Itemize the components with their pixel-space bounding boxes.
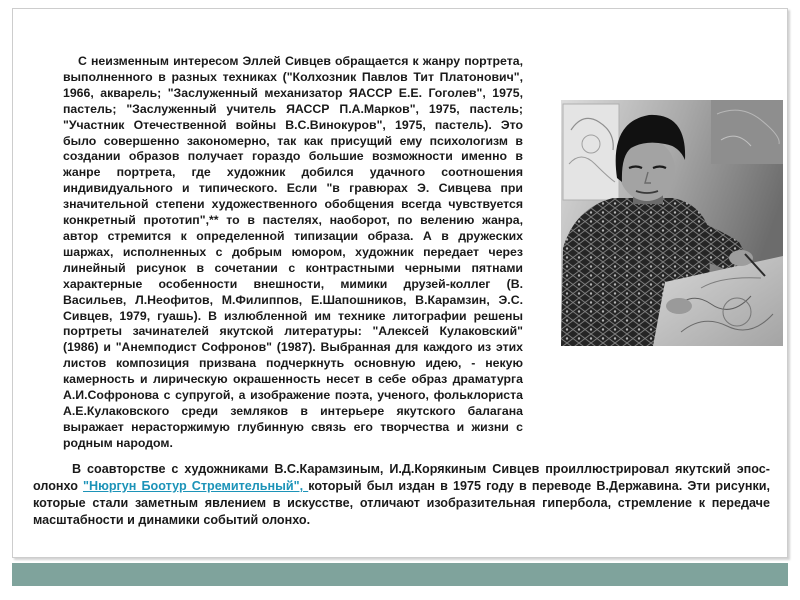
epic-title-link[interactable]: "Нюргун Боотур Стремительный", [83, 479, 309, 493]
body-paragraph-1: С неизменным интересом Эллей Сивцев обращается к жанру портрета, выполненного в разных техниках ("Колхозник Павлов Тит Платонович", 1966, акварель; "Заслуженный механизатор ЯАССР Е.Е. Гоголев", 1975, пастель; "Заслуженный учитель ЯАССР П.А.Марков", 1975, пастель; "Участник Отечественной войны В.С.Винокуров", 1975, пастель). Это было совершенно закономерно, так как присущий ему психологизм в создании образов получает гораздо большие возможности именно в жанре портрета, где художник добился удачного соотношения индивидуального и типического. Если "в гравюрах Э. Сивцева при значительной степени художественного обобщения всегда чувствуется конкретный прототип",** то в пастелях, наоборот, по велению жанра, автор стремится к определенной типизации образа. А в дружеских шаржах, исполненных с добрым юмором, художник передает через линейный рисунок в сочетании с контрастными черными пятнами характерные особенности внешности, мимики друзей-коллег (В. Васильев, Л.Неофитов, М.Филиппов, Е.Шапошников, В.Карамзин, Э.С. Сивцев, 1979, гуашь). В излюбленной им технике литографии решены портреты зачинателей якутской литературы: "Алексей Кулаковский" (1986) и "Анемподист Софронов" (1987). Выбранная для каждого из этих листов композиция призвана подчеркнуть основную идею, - некую камерность и лирическую окрашенность несет в себе образ драматурга А.И.Софронова с супругой, а изображение поэта, ученого, фольклориста А.Е.Кулаковского среди земляков в интерьере якутского балагана выражает нерасторжимую глубинную связь его творчества и жизни с родным народом. [63, 54, 523, 450]
body-paragraph-2 [33, 461, 770, 529]
footer-bar [12, 563, 788, 586]
paragraph-2-text-end: который был издан в 1975 году в переводе В.Державина. Эти рисунки, которые стали заметным явлением в искусстве, отличают изобразительная гипербола, стремление к передаче масштабности и динамики событий олонхо. [33, 479, 770, 527]
artist-left-hand [666, 298, 692, 314]
artist-photo-image [561, 100, 783, 346]
paragraph-2-text-start: В соавторстве с художниками В.С.Карамзиным, И.Д.Корякиным Сивцев проиллюстрировал якутский эпос-олонхо [33, 462, 770, 493]
artist-photo [561, 100, 783, 346]
